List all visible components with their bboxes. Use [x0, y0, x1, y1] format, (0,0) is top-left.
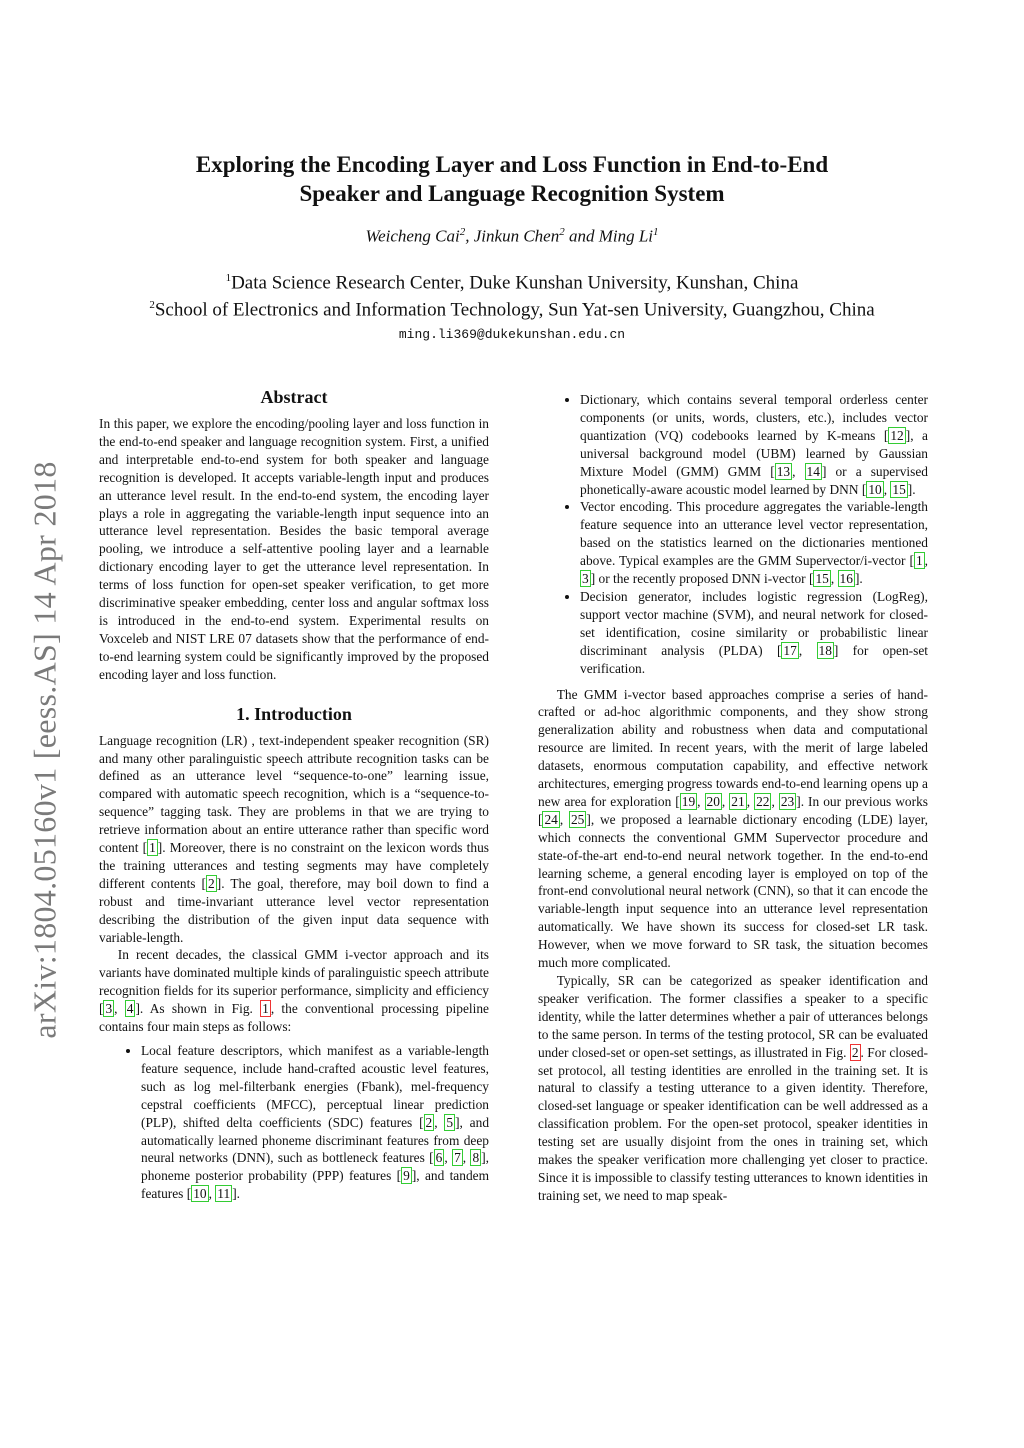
- citation-link[interactable]: 10: [868, 481, 882, 497]
- citation-link[interactable]: 20: [706, 793, 720, 809]
- citation-link[interactable]: 21: [731, 793, 745, 809]
- comma: ,: [792, 463, 805, 479]
- comma: ,: [771, 793, 779, 809]
- paper-title: [0, 150, 1024, 208]
- affiliation-sup: 2: [149, 298, 155, 311]
- text-run: , a universal background model (UBM) learned by Gaussian Mixture Model (GMM) GMM: [580, 427, 928, 479]
- title-line-1: Exploring the Encoding Layer and Loss Function in End-to-End: [195, 152, 829, 177]
- text-run: , the conventional processing pipeline contains four main steps as follows:: [99, 1001, 489, 1035]
- arxiv-identifier: arXiv:1804.05160v1 [eess.AS] 14 Apr 2018: [26, 461, 63, 1039]
- text-run: Local feature descriptors, which manifest as a variable-length feature sequence, include hand-crafted acoustic level features, such as log mel-filterbank energies (Fbank), mel-frequency cepstral coefficients (MFCC), perceptual linear prediction (PLP), shifted delta coefficients (SDC) features: [141, 1043, 489, 1130]
- citation-link[interactable]: 10: [193, 1186, 207, 1202]
- citation-link[interactable]: 12: [890, 427, 904, 443]
- abstract-body: In this paper, we explore the encoding/pooling layer and loss function in the end-to-end speaker and language recognition system. First, a unified and interpretable end-to-end system for both speaker and language recognition is developed. It accepts variable-length input and produces an utterance level result. In the end-to-end system, the encoding layer plays a role in aggregating the variable-length input sequence into an utterance level representation. Besides the basic temporal average pooling, we introduce a self-attentive pooling layer and a learnable dictionary encoding layer to get the utterance level representation. In terms of loss function for open-set speaker verification, to get more discriminative speaker embedding, center loss and angular softmax loss is introduced in the end-to-end system. Experimental results on Voxceleb and NIST LRE 07 datasets show that the performance of end-to-end learning system could be significantly improved by the proposed encoding layer and loss function.: [99, 416, 489, 682]
- text-run: or a supervised phonetically-aware acoustic model learned by DNN: [580, 463, 928, 497]
- right-column: [538, 391, 928, 1205]
- text-run: . For closed-set protocol, all testing identities are enrolled in the training set. It is natural to classify a testing utterance to a given identity. Therefore, closed-set language or speaker identification can be well addressed as a classification problem. For the open-set protocol, speaker identities in testing set are usually disjoint from the ones in training set, which makes the speaker verification more challenging yet closer to practice. Since it is impossible to classify testing utterances to known identities in training set, we need to map speak-: [538, 1044, 928, 1203]
- list-item: • Local feature descriptors, which manifest as a variable-length feature sequence, include hand-crafted acoustic level features, such as log mel-filterbank energies (Fbank), mel-frequency cepstral coefficients (MFCC), perceptual linear prediction (PLP), shifted delta coefficients (SDC) features [ 2 , 5 ], and automatically learned phoneme discriminant features from deep neural networks (DNN), such as bottleneck features [ 6 , 7 , 8 ], phoneme posterior probability (PPP) features [ 9 ], and tandem features [ 10 , 11 ].: [141, 1042, 489, 1203]
- intro-paragraph-2: In recent decades, the classical GMM i-vector approach and its variants have dominated multiple kinds of paralinguistic speech attribute recognition fields for its superior performance, simplicity and efficiency [ 3 , 4 ]. As shown in Fig. 1 , the conventional processing pipeline contains four main steps as follows:: [99, 947, 489, 1035]
- affiliation-2: [0, 294, 1024, 321]
- list-item: • Vector encoding. This procedure aggregates the variable-length feature sequence into an utterance level vector representation, based on the statistics learned on the dictionaries mentioned above. Typical examples are the GMM Supervector/i-vector [ 1 , 3 ] or the recently proposed DNN i-vector [ 15 , 16 ].: [580, 498, 928, 588]
- text-run: , and automatically learned phoneme discriminant features from deep neural networks (DNN), such as bottleneck features: [141, 1114, 490, 1166]
- text-run: Vector encoding. This procedure aggregates the variable-length feature sequence into an utterance level vector representation, based on the statistics learned on the dictionaries mentioned above. Typical examples are the GMM Supervector/i-vector: [580, 499, 928, 569]
- citation-link[interactable]: 25: [570, 811, 585, 827]
- citation-link[interactable]: 16: [839, 571, 853, 587]
- body-paragraph-2: [538, 972, 928, 1205]
- intro-paragraph-1: Language recognition (LR) , text-independent speaker recognition (SR) and many other paralinguistic speech attribute recognition tasks can be defined as an utterance level “sequence-to-one” learning issue, compared with automatic speech recognition, which is a “sequence-to-sequence” tagging task. They are problems in that we are trying to retrieve information about an entire utterance rather than specific word content [ 1 ]. Moreover, there is no constraint on the lexicon words thus the training utterances and testing segments may have completely different contents [ 2 ]. The goal, therefore, may boil down to find a robust and time-invariant utterance level vector representation describing the distribution of the given input data sequence with variable-length.: [99, 732, 489, 945]
- author-sup: 2: [459, 226, 466, 238]
- citation-link[interactable]: 17: [783, 642, 797, 658]
- text-run: Typically, SR can be categorized as speaker identification and speaker verification. The former classifies a speaker to a specific identity, while the latter determines whether a pair of utterances belongs to the same person. In terms of the testing protocol, SR can be evaluated under closed-set or open-set settings, as illustrated in Fig.: [538, 973, 928, 1060]
- citation-link[interactable]: 8: [472, 1150, 480, 1166]
- citation-link[interactable]: 1: [915, 553, 923, 569]
- text-run: . As shown in Fig.: [139, 1001, 261, 1017]
- comma: ,: [883, 481, 891, 497]
- text-run: . In our previous works: [800, 793, 928, 809]
- text-run: . The goal, therefore, may boil down to find a robust and time-invariant utterance level vector representation describing the distribution of the given input data sequence with variable-length.: [99, 875, 489, 945]
- affiliations: [0, 267, 1024, 322]
- citation-link[interactable]: 15: [892, 481, 906, 497]
- figure-link[interactable]: 1: [262, 1001, 269, 1017]
- comma: ,: [721, 793, 730, 809]
- figure-link[interactable]: 2: [851, 1044, 859, 1060]
- comma: ,: [924, 553, 928, 569]
- citation-link[interactable]: 3: [582, 571, 589, 587]
- citation-link[interactable]: 5: [446, 1114, 454, 1130]
- comma: ,: [114, 1001, 125, 1017]
- citation-link[interactable]: 22: [756, 793, 770, 809]
- text-run: Decision generator, includes logistic regression (LogReg), support vector machine (SVM), and neural network for closed-set identification, cosine similarity or probabilistic linear discriminant analysis (PLDA): [580, 588, 928, 658]
- text-run: Dictionary, which contains several temporal orderless center components (or units, words, clusters, etc.), includes vector quantization (VQ) codebooks learned by K-means: [580, 392, 928, 443]
- arxiv-sidebar: [20, 430, 70, 1070]
- author-separator: and: [564, 226, 599, 246]
- text-run: .: [859, 571, 863, 587]
- citation-link[interactable]: 4: [126, 1001, 134, 1017]
- author-sup: 2: [559, 226, 565, 238]
- author-name: Ming Li: [598, 226, 654, 246]
- text-run: Language recognition (LR) , text-independent speaker recognition (SR) and many other paralinguistic speech attribute recognition tasks can be defined as an utterance level “sequence-to-one” learning issue, compared with automatic speech recognition, which is a “sequence-to-sequence” tagging task. They are problems in that we are trying to retrieve information about an entire utterance rather than specific word content: [99, 732, 489, 856]
- comma: ,: [208, 1186, 216, 1202]
- comma: ,: [559, 811, 569, 827]
- citation-link[interactable]: 15: [815, 571, 829, 587]
- citation-link[interactable]: 14: [806, 463, 820, 479]
- citation-link[interactable]: 6: [435, 1150, 443, 1166]
- citation-link[interactable]: 3: [105, 1001, 113, 1017]
- author-separator: ,: [465, 226, 474, 246]
- comma: ,: [746, 793, 755, 809]
- affiliation-sup: 1: [225, 271, 232, 284]
- paper-header: [0, 150, 1024, 342]
- affiliation-text: School of Electronics and Information Technology, Sun Yat-sen University, Guangzhou, China: [154, 299, 875, 321]
- author-name: Weicheng Cai: [365, 226, 460, 246]
- pipeline-steps-list-continued: [538, 391, 928, 678]
- list-item: • Decision generator, includes logistic regression (LogReg), support vector machine (SVM), and neural network for closed-set identification, cosine similarity or probabilistic linear discriminant analysis (PLDA) [ 17 , 18 ] for open-set verification.: [580, 588, 928, 678]
- text-run: In recent decades, the classical GMM i-vector approach and its variants have dominated multiple kinds of paralinguistic speech attribute recognition fields for its superior performance, simplicity and efficiency: [99, 947, 489, 999]
- citation-link[interactable]: 23: [780, 793, 795, 809]
- author-email: ming.li369@dukekunshan.edu.cn: [398, 327, 626, 343]
- comma: ,: [798, 642, 817, 658]
- text-run: , and tandem features: [141, 1168, 489, 1202]
- body-paragraph-1: The GMM i-vector based approaches comprise a series of hand-crafted or ad-hoc algorithmic components, and they show strong generalization ability and robustness when data and computational resource are limited. In recent years, with the merit of large labeled datasets, enormous computation capability, and effective network architectures, emerging progress towards end-to-end learning opens up a new area for exploration [ 19 , 20 , 21 , 22 , 23 ]. In our previous works [ 24 , 25 ], we proposed a learnable dictionary encoding (LDE) layer, which connects the conventional GMM Supervector procedure and state-of-the-art end-to-end neural network together. In the end-to-end learning scheme, a general encoding layer is employed on top of the front-end convolutional neural network (CNN), so that it can encode the variable-length input sequence into an utterance level representation automatically. We have shown its success for closed-set LR task. However, when we move forward to SR task, the situation becomes much more complicated.: [538, 686, 928, 971]
- text-run: .: [236, 1186, 241, 1202]
- citation-link[interactable]: 24: [544, 811, 558, 827]
- citation-link[interactable]: 9: [403, 1168, 410, 1184]
- title-line-2: Speaker and Language Recognition System: [299, 181, 725, 206]
- affiliation-1: [0, 267, 1024, 294]
- citation-link[interactable]: 7: [454, 1150, 461, 1166]
- author-list: [0, 226, 1024, 247]
- citation-link[interactable]: 2: [425, 1114, 433, 1130]
- citation-link[interactable]: 11: [217, 1186, 231, 1202]
- abstract-heading: Abstract: [260, 387, 328, 407]
- citation-link[interactable]: 19: [681, 793, 696, 809]
- comma: ,: [434, 1114, 445, 1130]
- author-sup: 1: [653, 226, 659, 238]
- left-column: [99, 385, 489, 1203]
- text-run: The GMM i-vector based approaches comprise a series of hand-crafted or ad-hoc algorithmic components, and they show strong generalization ability and robustness when data and computational resource are limited. In recent years, with the merit of large labeled datasets, enormous computation capability, and effective network architectures, emerging progress towards end-to-end learning opens up a new area for exploration: [538, 686, 928, 809]
- citation-link[interactable]: 2: [208, 875, 215, 891]
- introduction-heading: 1. Introduction: [236, 703, 352, 724]
- citation-link[interactable]: 1: [149, 840, 156, 856]
- comma: ,: [462, 1150, 471, 1166]
- comma: ,: [444, 1150, 453, 1166]
- text-run: or the recently proposed DNN i-vector: [595, 571, 809, 587]
- affiliation-text: Data Science Research Center, Duke Kunshan University, Kunshan, China: [231, 271, 799, 293]
- comma: ,: [697, 793, 705, 809]
- text-run: . Moreover, there is no constraint on the lexicon words thus the training utterances and testing segments may have completely different contents: [99, 840, 489, 891]
- author-name: Jinkun Chen: [473, 226, 560, 246]
- pipeline-steps-list: [99, 1042, 489, 1203]
- citation-link[interactable]: 13: [776, 463, 791, 479]
- list-item: • Dictionary, which contains several temporal orderless center components (or units, words, clusters, etc.), includes vector quantization (VQ) codebooks learned by K-means [ 12 ], a universal background model (UBM) learned by Gaussian Mixture Model (GMM) GMM [ 13 , 14 ] or a supervised phonetically-aware acoustic model learned by DNN [ 10 , 15 ].: [580, 391, 928, 498]
- text-run: , phoneme posterior probability (PPP) features: [141, 1150, 490, 1184]
- text-run: , we proposed a learnable dictionary encoding (LDE) layer, which connects the conventional GMM Supervector procedure and state-of-the-art end-to-end neural network together. In the end-to-end learning scheme, a general encoding layer is employed on top of the front-end convolutional neural network (CNN), so that it can encode the variable-length input sequence into an utterance level representation automatically. We have shown its success for closed-set LR task. However, when we move forward to SR task, the situation becomes much more complicated.: [538, 811, 928, 971]
- text-run: .: [912, 481, 916, 497]
- text-run: for open-set verification.: [580, 642, 928, 676]
- comma: ,: [830, 571, 838, 587]
- citation-link[interactable]: 18: [818, 642, 832, 658]
